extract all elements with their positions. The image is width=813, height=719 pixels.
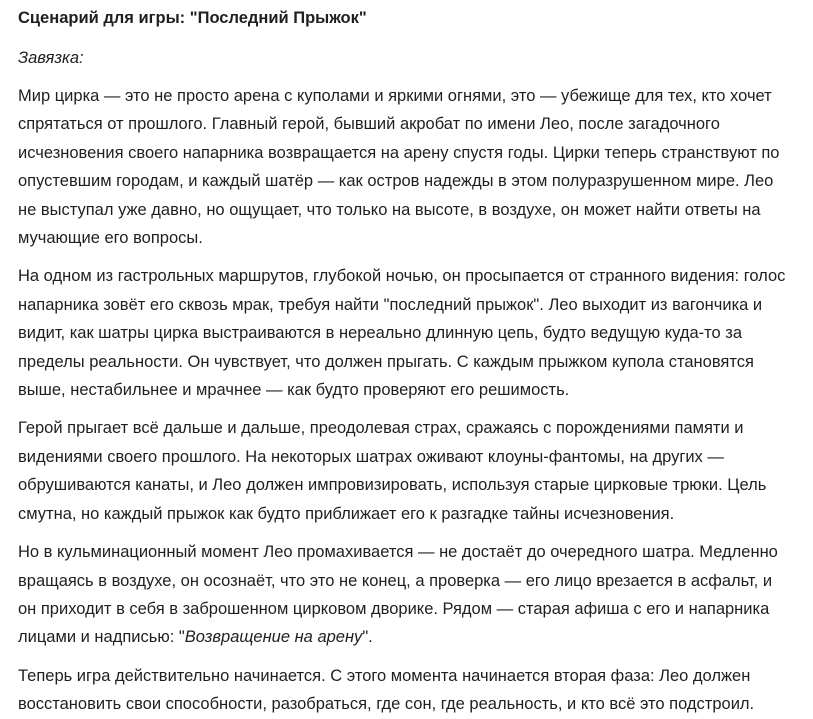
paragraph-4: [18, 538, 793, 652]
paragraph-5: Теперь игра действительно начинается. С этого момента начинается вторая фаза: Лео должен восстановить свои способности, разобраться, где сон, где реальность, и кто всё это подстроил.: [18, 666, 755, 714]
paragraph-1: Мир цирка — это не просто арена с куполами и яркими огнями, это — убежище для тех, кто хочет спрятаться от прошлого. Главный герой, бывший акробат по имени Лео, после загадочного исчезновения своего напарника возвращается на арену спустя годы. Цирки теперь странствуют по опустевшим городам, и каждый шатёр — как остров надежды в этом полуразрушенном мире. Лео не выступал уже давно, но ощущает, что только на высоте, в воздухе, он может найти ответы на мучающие его вопросы.: [18, 87, 780, 248]
section-heading-setup: Завязка:: [18, 49, 84, 67]
document-title: Сценарий для игры: "Последний Прыжок": [18, 9, 367, 27]
paragraph-2: На одном из гастрольных маршрутов, глубокой ночью, он просыпается от странного видения: голос напарника зовёт его сквозь мрак, требуя найти "последний прыжок". Лео выходит из вагончика и видит, как шатры цирка выстраиваются в нереально длинную цепь, будто ведущую куда-то за пределы реальности. Он чувствует, что должен прыгать. С каждым прыжком купола становятся выше, нестабильнее и мрачнее — как будто проверяют его решимость.: [18, 267, 786, 400]
poster-text: Возвращение на арену: [184, 628, 363, 647]
paragraph-4-text: Но в кульминационный момент Лео промахивается — не достаёт до очередного шатра. Медленно вращаясь в воздухе, он осознаёт, что это не конец, а проверка — его лицо врезается в асфальт, и он приходит в себя в заброшенном цирковом дворике. Рядом — старая афиша с его и напарника лицами и надписью: ": [18, 543, 778, 647]
paragraph-3: Герой прыгает всё дальше и дальше, преодолевая страх, сражаясь с порождениями памяти и видениями своего прошлого. На некоторых шатрах оживают клоуны-фантомы, на других — обрушиваются канаты, и Лео должен импровизировать, используя старые цирковые трюки. Цель смутна, но каждый прыжок как будто приближает его к разгадке тайны исчезновения.: [18, 419, 767, 523]
paragraph-4-tail: ".: [362, 628, 373, 647]
